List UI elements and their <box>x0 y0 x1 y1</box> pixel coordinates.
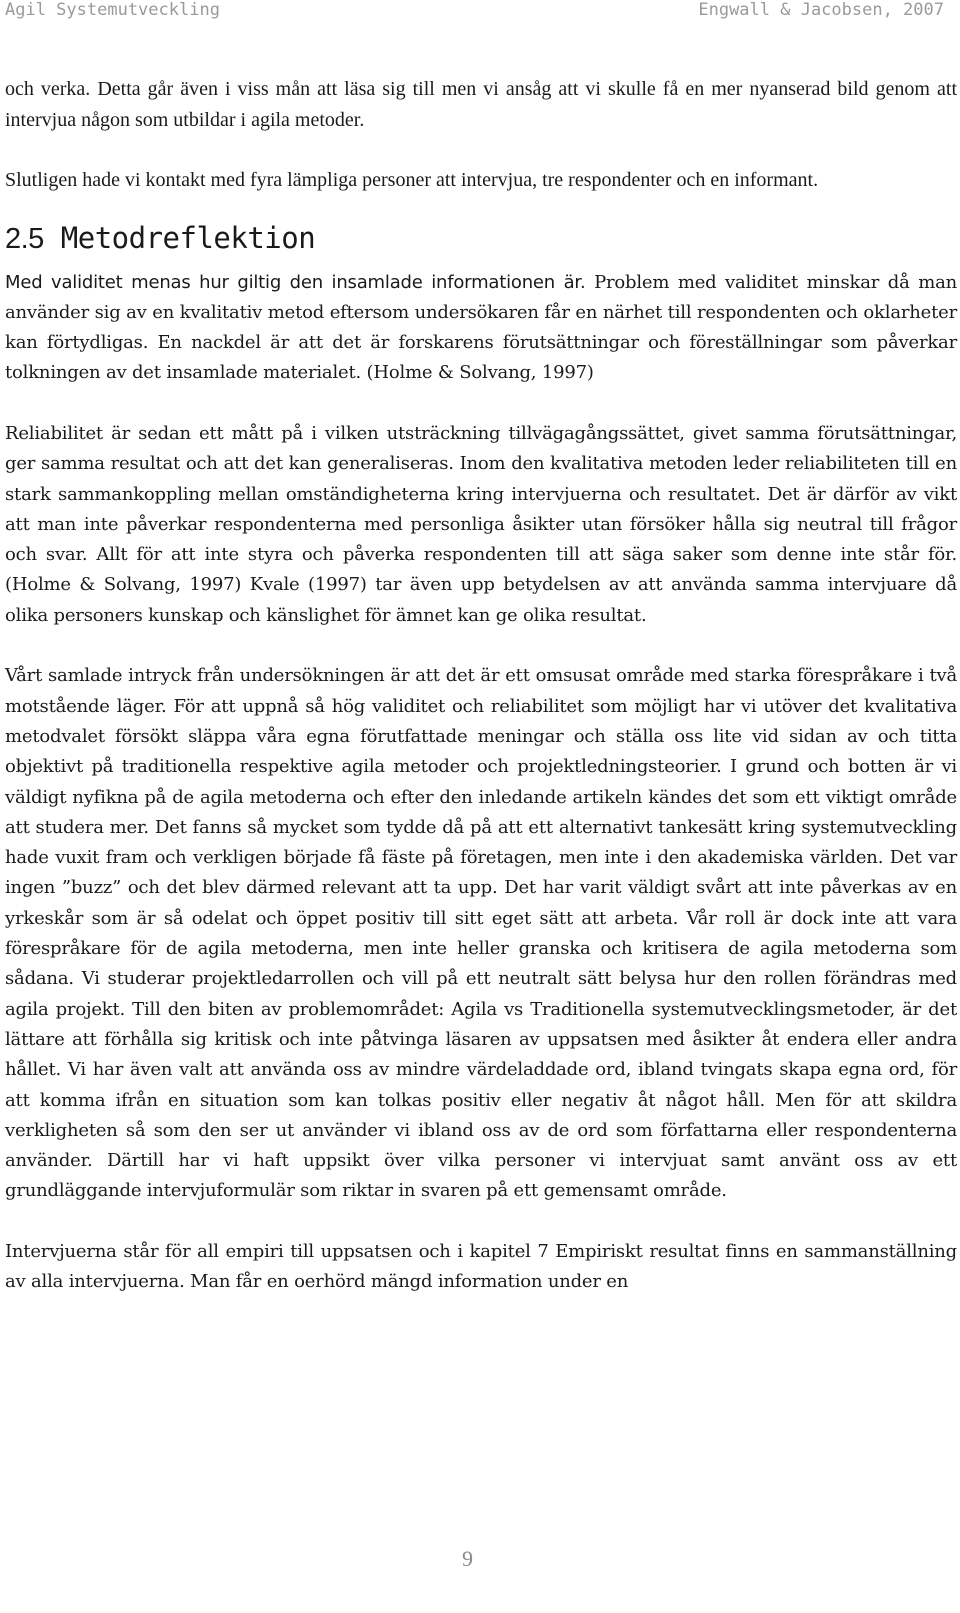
running-header <box>5 0 944 22</box>
header-authors: Engwall & Jacobsen, 2007 <box>698 0 944 20</box>
validity-definition: Med validitet menas hur giltig den insamlade informationen är. <box>5 271 586 293</box>
paragraph-intro: och verka. Detta går även i viss mån att läsa sig till men vi ansåg att vi skulle få en mer nyanserad bild genom att intervjua någon som utbildar i agila metoder. <box>5 78 957 131</box>
header-title: Agil Systemutveckling <box>5 0 220 20</box>
paragraph-validity <box>5 268 957 389</box>
section-heading <box>5 221 957 256</box>
section-number: 2.5 <box>5 222 44 255</box>
paragraph-contacts: Slutligen hade vi kontakt med fyra lämpliga personer att intervjua, tre respondenter och en informant. <box>5 169 819 191</box>
page-number: 9 <box>462 1546 473 1571</box>
section-title: Metodreflektion <box>60 220 316 255</box>
paragraph-reliability: Reliabilitet är sedan ett mått på i vilken utsträckning tillvägagångssättet, givet samma förutsättningar, ger samma resultat och att det kan generaliseras. Inom den kvalitativa metoden leder reliabiliteten till en stark sammankoppling mellan omständigheterna kring intervjuerna och resultatet. Det är därför av vikt att man inte påverkar respondenterna med personliga åsikter utan försöker hålla sig neutral till frågor och svar. Allt för att inte styra och påverka respondenten till att säga saker som denne inte står för. (Holme & Solvang, 1997) Kvale (1997) tar även upp betydelsen av att använda samma intervjuare då olika personers kunskap och känslighet för ämnet kan ge olika resultat. <box>5 422 957 626</box>
paragraph-impression: Vårt samlade intryck från undersökningen är att det är ett omsusat område med starka förespråkare i två motstående läger. För att uppnå så hög validitet och reliabilitet som möjligt har vi utöver det kvalitativa metodvalet försökt släppa våra egna förutfattade meningar och ställa oss lite vid sidan av och titta objektivt på traditionella respektive agila metoder och projektledningsteorier. I grund och botten är vi väldigt nyfikna på de agila metoderna och efter den inledande artikeln kändes det som ett viktigt område att studera mer. Det fanns så mycket som tydde då på att ett alternativt tankesätt kring systemutveckling hade vuxit fram och verkligen började få fäste på företagen, men inte i den akademiska världen. Det var ingen ”buzz” och det blev därmed relevant att ta upp. Det har varit väldigt svårt att inte påverkas av en yrkeskår som är så odelat och öppet positiv till sitt eget sätt att arbeta. Vår roll är dock inte att vara förespråkare för de agila metoderna, men inte heller granska och kritisera de agila metoderna som sådana. Vi studerar projektledarrollen och vill på ett neutralt sätt belysa hur den rollen förändras med agila projekt. Till den biten av problemområdet: Agila vs Traditionella systemutvecklingsmetoder, är det lättare att förhålla sig kritisk och inte påtvinga läsaren av uppsatsen med åsikter åt endera eller andra hållet. Vi har även valt att använda oss av mindre värdeladdade ord, ibland tvingats skapa egna ord, för att komma ifrån en situation som kan tolkas positiv eller negativ åt något håll. Men för att skildra verkligheten så som den ser ut använder vi ibland oss av de ord som författarna eller respondenterna använder. Därtill har vi haft uppsikt över vilka personer vi intervjuat samt använt oss av ett grundläggande intervjuformulär som riktar in svaren på ett gemensamt område. <box>5 665 957 1202</box>
paragraph-interviews: Intervjuerna står för all empiri till uppsatsen och i kapitel 7 Empiriskt resultat finns en sammanställning av alla intervjuerna. Man får en oerhörd mängd information under en <box>5 1241 957 1293</box>
page-content <box>5 74 957 1328</box>
validity-discussion: Problem med validitet minskar då man använder sig av en kvalitativ metod eftersom undersökaren får en närhet till respondenten och oklarheter kan förtydligas. En nackdel är att det är forskarens förutsättningar och föreställningar som påverkar tolkningen av det insamlade materialet. (Holme & Solvang, 1997) <box>5 271 957 384</box>
